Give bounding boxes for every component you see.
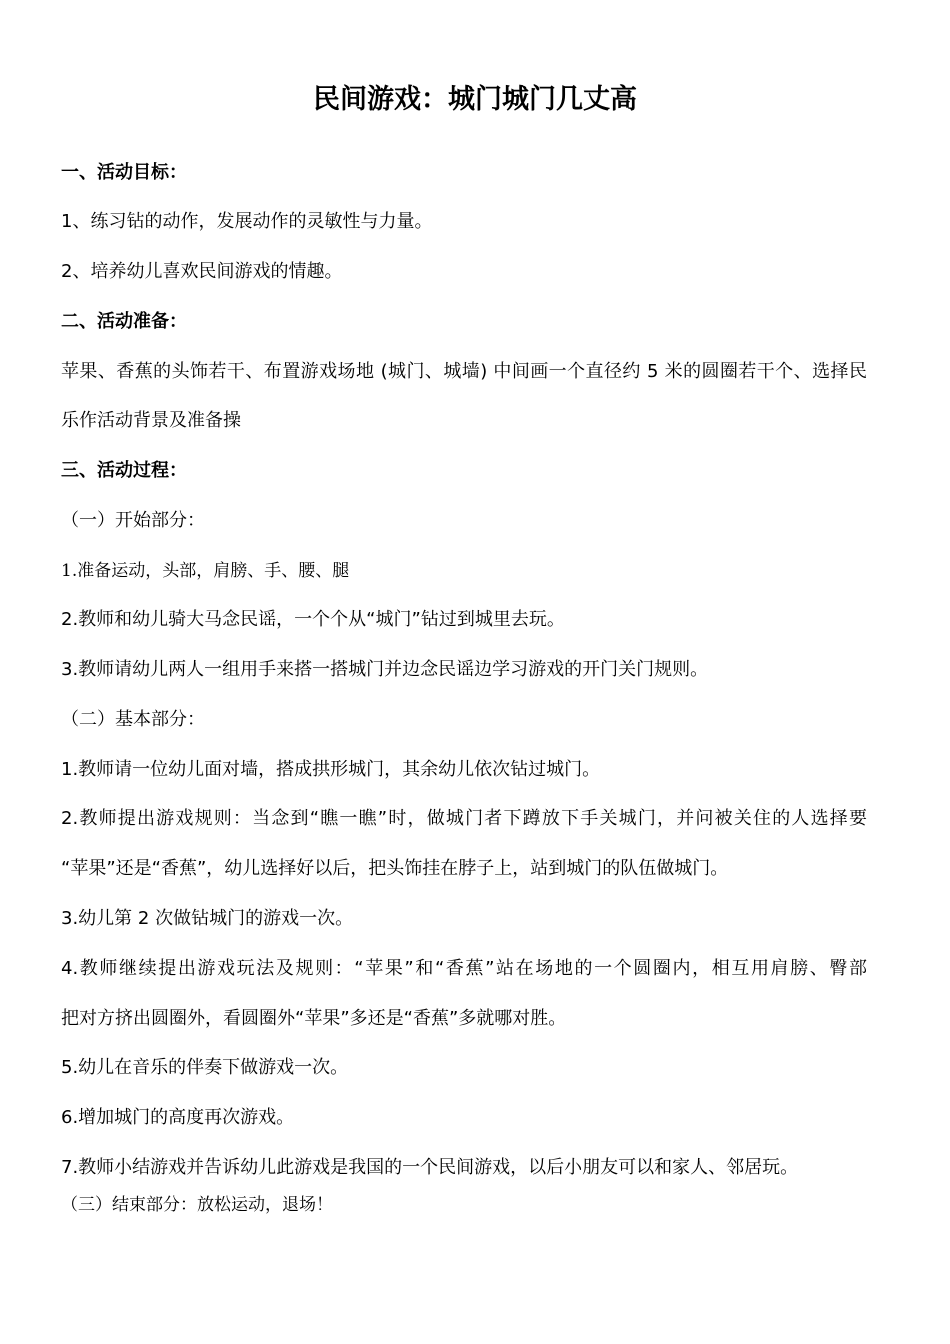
part2-item-2-continued: “苹果”还是“香蕉”，幼儿选择好以后，把头饰挂在脖子上，站到城门的队伍做城门。 xyxy=(61,858,729,879)
part1-item-1: 1.准备运动，头部，肩膀、手、腰、腿 xyxy=(61,561,350,581)
preparation-heading: 二、活动准备： xyxy=(61,311,187,332)
part1-item-2: 2.教师和幼儿骑大马念民谣，一个个从“城门”钻过到城里去玩。 xyxy=(61,609,565,630)
part2-item-4: 4.教师继续提出游戏玩法及规则：“苹果”和“香蕉”站在场地的一个圆圈内，相互用肩膀、臀部 xyxy=(61,958,867,979)
part2-item-2: 2.教师提出游戏规则：当念到“瞧一瞧”时，做城门者下蹲放下手关城门，并问被关住的人选择要 xyxy=(61,808,867,829)
part2-item-4-continued: 把对方挤出圆圈外，看圆圈外“苹果”多还是“香蕉”多就哪对胜。 xyxy=(61,1008,567,1029)
goal-item-2: 2、培养幼儿喜欢民间游戏的情趣。 xyxy=(61,261,343,282)
part1-item-3: 3.教师请幼儿两人一组用手来搭一搭城门并边念民谣边学习游戏的开门关门规则。 xyxy=(61,659,709,680)
process-heading: 三、活动过程： xyxy=(61,460,187,481)
part3-line: （三）结束部分：放松运动，退场！ xyxy=(61,1195,333,1215)
part2-item-3: 3.幼儿第 2 次做钻城门的游戏一次。 xyxy=(61,908,354,929)
part1-heading: （一）开始部分： xyxy=(61,510,205,531)
preparation-line-2: 乐作活动背景及准备操 xyxy=(61,410,241,431)
part2-item-7: 7.教师小结游戏并告诉幼儿此游戏是我国的一个民间游戏，以后小朋友可以和家人、邻居玩。 xyxy=(61,1157,799,1178)
part2-item-5: 5.幼儿在音乐的伴奏下做游戏一次。 xyxy=(61,1057,349,1078)
part2-item-1: 1.教师请一位幼儿面对墙，搭成拱形城门，其余幼儿依次钻过城门。 xyxy=(61,759,601,780)
goal-item-1: 1、练习钻的动作，发展动作的灵敏性与力量。 xyxy=(61,211,433,232)
goals-heading: 一、活动目标： xyxy=(61,162,187,183)
part2-heading: （二）基本部分： xyxy=(61,709,205,730)
part2-item-6: 6.增加城门的高度再次游戏。 xyxy=(61,1107,295,1128)
document-title: 民间游戏：城门城门几丈高 xyxy=(313,84,637,115)
preparation-line-1: 苹果、香蕉的头饰若干、布置游戏场地 (城门、城墙) 中间画一个直径约 5 米的圆圈若干个、选择民 xyxy=(61,361,867,382)
